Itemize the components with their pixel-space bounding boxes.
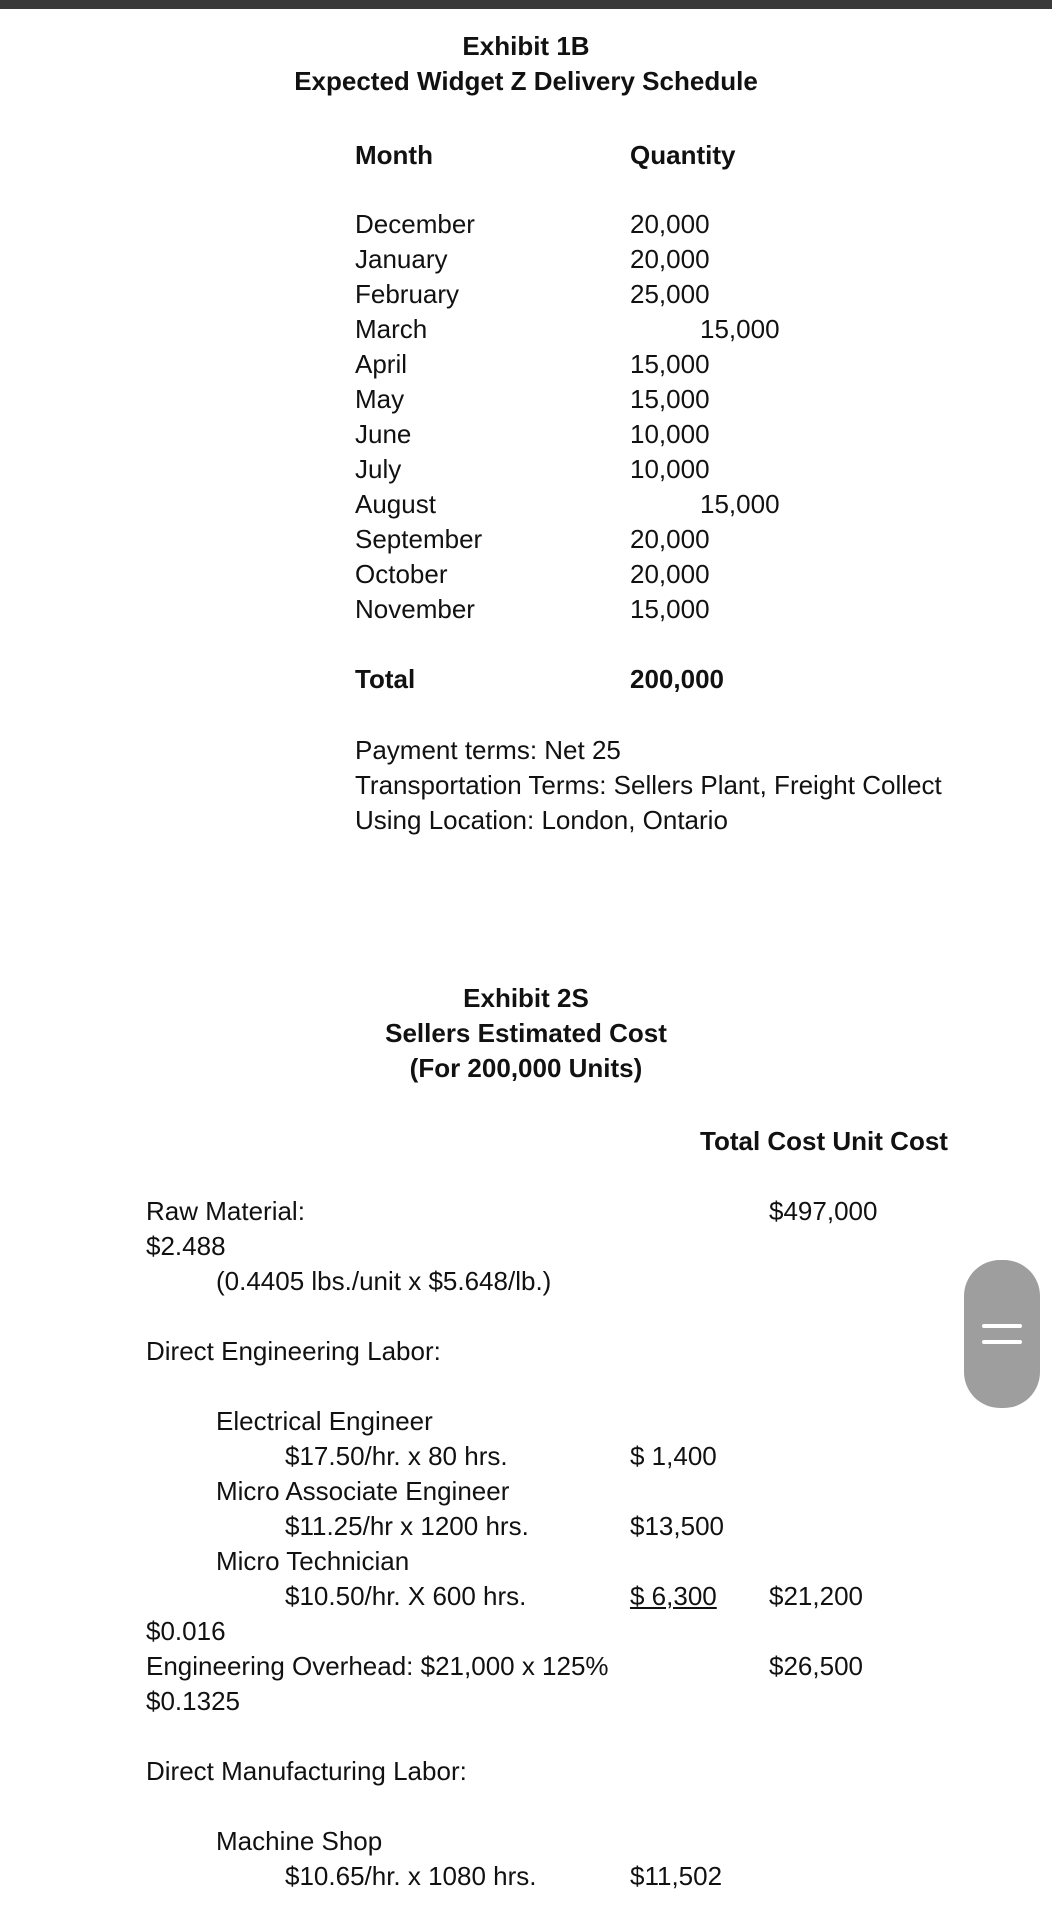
month-cell: May — [355, 384, 405, 414]
engineering-overhead-unit-cost: $0.1325 — [146, 1686, 240, 1716]
quantity-cell: 10,000 — [630, 454, 710, 484]
direct-engineering-labor-label: Direct Engineering Labor: — [146, 1336, 441, 1366]
quantity-cell: 15,000 — [630, 594, 710, 624]
quantity-cell: 20,000 — [630, 524, 710, 554]
quantity-cell: 15,000 — [700, 314, 780, 344]
grip-line-icon — [982, 1324, 1022, 1328]
micro-technician-rate: $10.50/hr. X 600 hrs. — [285, 1581, 527, 1611]
scroll-handle[interactable] — [964, 1260, 1040, 1408]
exhibit-2s-title: Exhibit 2S — [463, 983, 589, 1013]
quantity-cell: 15,000 — [630, 349, 710, 379]
month-cell: June — [355, 419, 412, 449]
total-label: Total — [355, 664, 416, 694]
quantity-cell: 10,000 — [630, 419, 710, 449]
electrical-engineer: Electrical Engineer — [216, 1406, 433, 1436]
raw-material-detail: (0.4405 lbs./unit x $5.648/lb.) — [216, 1266, 552, 1296]
direct-engineering-labor-unit-cost: $0.016 — [146, 1616, 226, 1646]
month-cell: September — [355, 524, 483, 554]
direct-manufacturing-labor-label: Direct Manufacturing Labor: — [146, 1756, 467, 1786]
month-header: Month — [355, 140, 433, 170]
month-cell: January — [355, 244, 448, 274]
quantity-header: Quantity — [630, 140, 736, 170]
electrical-engineer-amount: $ 1,400 — [630, 1441, 717, 1471]
micro-technician: Micro Technician — [216, 1546, 410, 1576]
quantity-cell: 25,000 — [630, 279, 710, 309]
micro-associate-engineer-amount: $13,500 — [630, 1511, 724, 1541]
raw-material-unit-cost: $2.488 — [146, 1231, 226, 1261]
payment-terms: Payment terms: Net 25 — [355, 735, 621, 765]
micro-associate-engineer: Micro Associate Engineer — [216, 1476, 510, 1506]
exhibit-2s-subtitle-units: (For 200,000 Units) — [409, 1053, 643, 1083]
using-location: Using Location: London, Ontario — [355, 805, 728, 835]
micro-technician-amount: $ 6,300 — [630, 1581, 717, 1611]
exhibit-2s-subtitle: Sellers Estimated Cost — [385, 1018, 667, 1048]
month-cell: October — [355, 559, 448, 589]
machine-shop-rate: $10.65/hr. x 1080 hrs. — [285, 1861, 537, 1891]
month-cell: April — [355, 349, 408, 379]
exhibit-1b-subtitle: Expected Widget Z Delivery Schedule — [294, 66, 758, 96]
raw-material-total: $497,000 — [769, 1196, 878, 1226]
month-cell: November — [355, 594, 475, 624]
machine-shop: Machine Shop — [216, 1826, 383, 1856]
quantity-cell: 15,000 — [700, 489, 780, 519]
month-cell: July — [355, 454, 402, 484]
direct-engineering-labor-total: $21,200 — [769, 1581, 863, 1611]
month-cell: December — [355, 209, 475, 239]
top-bar — [0, 0, 1052, 9]
month-cell: March — [355, 314, 428, 344]
cost-column-header: Total Cost Unit Cost — [700, 1126, 948, 1156]
quantity-cell: 20,000 — [630, 244, 710, 274]
grip-line-icon — [982, 1340, 1022, 1344]
electrical-engineer-rate: $17.50/hr. x 80 hrs. — [285, 1441, 508, 1471]
quantity-cell: 20,000 — [630, 209, 710, 239]
micro-associate-engineer-rate: $11.25/hr x 1200 hrs. — [285, 1511, 529, 1541]
month-cell: August — [355, 489, 436, 519]
total-value: 200,000 — [630, 664, 724, 694]
transportation-terms: Transportation Terms: Sellers Plant, Freight Collect — [355, 770, 942, 800]
month-cell: February — [355, 279, 460, 309]
quantity-cell: 20,000 — [630, 559, 710, 589]
engineering-overhead-total: $26,500 — [769, 1651, 863, 1681]
exhibit-1b-title: Exhibit 1B — [462, 31, 590, 61]
raw-material-label: Raw Material: — [146, 1196, 305, 1226]
engineering-overhead: Engineering Overhead: $21,000 x 125% — [146, 1651, 609, 1681]
machine-shop-amount: $11,502 — [630, 1861, 723, 1891]
quantity-cell: 15,000 — [630, 384, 710, 414]
